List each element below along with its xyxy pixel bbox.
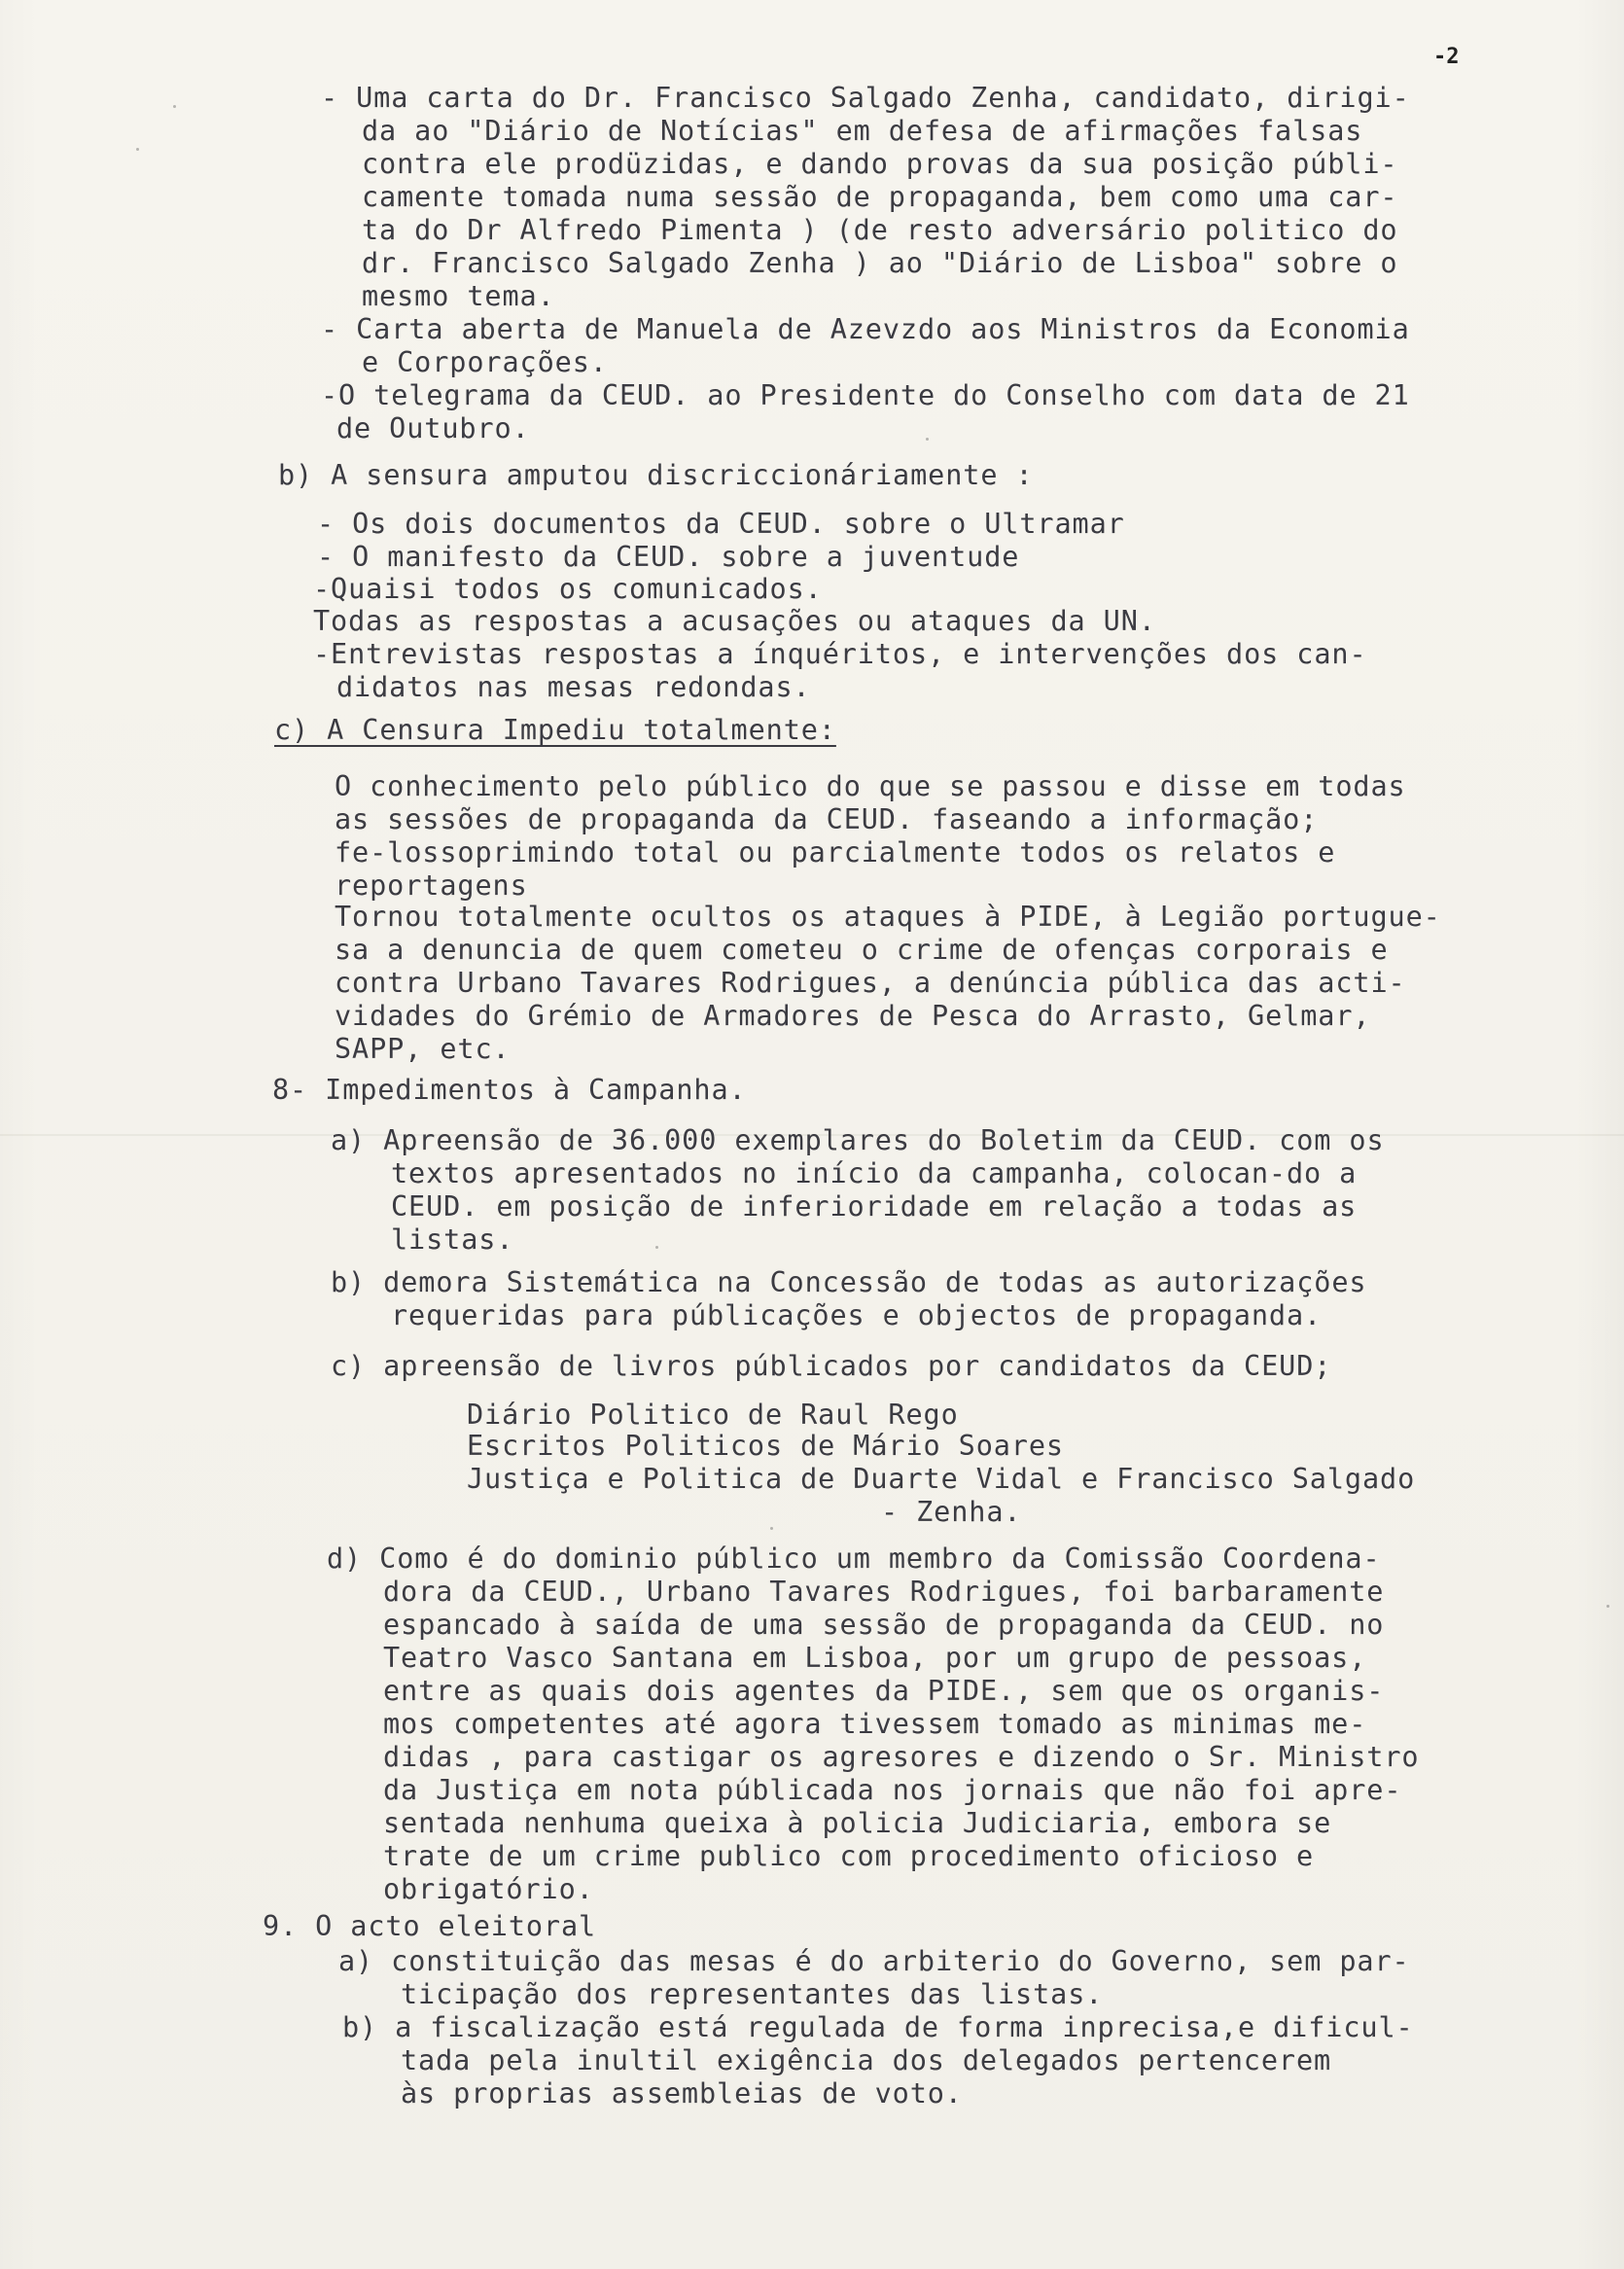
text-line: ta do Dr Alfredo Pimenta ) (de resto adversário politico do [362, 214, 1398, 246]
text-line: Teatro Vasco Santana em Lisboa, por um grupo de pessoas, [383, 1642, 1367, 1674]
text-line: didas , para castigar os agresores e dizendo o Sr. Ministro [383, 1741, 1420, 1773]
text-line: listas. [391, 1223, 514, 1256]
text-line: obrigatório. [383, 1873, 594, 1905]
text-line: SAPP, etc. [335, 1033, 511, 1065]
text-line: mesmo tema. [362, 280, 555, 312]
text-line: da ao "Diário de Notícias" em defesa de afirmações falsas [362, 115, 1363, 147]
text-line: a) constituição das mesas é do arbiterio do Governo, sem par- [338, 1945, 1410, 1977]
text-line: -Entrevistas respostas a ínquéritos, e intervenções dos can- [313, 638, 1367, 670]
text-line: requeridas para públicações e objectos de propaganda. [391, 1299, 1323, 1331]
section-heading: 8- Impedimentos à Campanha. [272, 1074, 747, 1106]
text-line: e Corporações. [362, 346, 608, 378]
text-line: didatos nas mesas redondas. [336, 671, 811, 703]
text-line: da Justiça em nota públicada nos jornais que não foi apre- [383, 1774, 1402, 1806]
text-line: sentada nenhuma queixa à policia Judiciaria, embora se [383, 1807, 1332, 1839]
text-line: - Carta aberta de Manuela de Azevzdo aos Ministros da Economia [321, 313, 1410, 345]
book-title: Diário Politico de Raul Rego [467, 1399, 959, 1431]
text-line: d) Como é do dominio público um membro da Comissão Coordena- [327, 1542, 1381, 1575]
text-line: entre as quais dois agentes da PIDE., sem que os organis- [383, 1675, 1385, 1707]
paper-speck [926, 438, 929, 441]
section-heading: c) A Censura Impediu totalmente: [274, 714, 836, 746]
text-line: fe-lossoprimindo total ou parcialmente todos os relatos e [335, 836, 1336, 869]
text-line: vidades do Grémio de Armadores de Pesca do Arrasto, Gelmar, [335, 1000, 1371, 1032]
section-heading: b) A sensura amputou discriccionáriamente : [278, 459, 1034, 491]
book-title: Escritos Politicos de Mário Soares [467, 1430, 1064, 1462]
text-line: às proprias assembleias de voto. [401, 2077, 963, 2109]
text-line: mos competentes até agora tivessem tomado as minimas me- [383, 1708, 1367, 1740]
text-line: b) demora Sistemática na Concessão de todas as autorizações [331, 1266, 1367, 1298]
text-line: tada pela inultil exigência dos delegados pertencerem [401, 2044, 1332, 2076]
paper-speck [173, 105, 176, 108]
text-line: contra Urbano Tavares Rodrigues, a denúncia pública das acti- [335, 967, 1406, 999]
paper-speck [770, 1527, 773, 1530]
text-line: espancado à saída de uma sessão de propaganda da CEUD. no [383, 1609, 1385, 1641]
book-title: Justiça e Politica de Duarte Vidal e Francisco Salgado [467, 1463, 1416, 1495]
book-title: - Zenha. [881, 1496, 1022, 1528]
text-line: -Quaisi todos os comunicados. [313, 573, 823, 605]
text-line: de Outubro. [336, 412, 530, 444]
text-line: - Os dois documentos da CEUD. sobre o Ultramar [317, 508, 1125, 540]
text-line: reportagens [335, 869, 528, 902]
paper-speck [1606, 1605, 1609, 1608]
text-line: Tornou totalmente ocultos os ataques à PIDE, à Legião portugue- [335, 901, 1441, 933]
text-line: sa a denuncia de quem cometeu o crime de ofenças corporais e [335, 934, 1389, 966]
text-line: dora da CEUD., Urbano Tavares Rodrigues, foi barbaramente [383, 1576, 1385, 1608]
paper-speck [655, 1246, 658, 1249]
text-line: ticipação dos representantes das listas. [401, 1978, 1104, 2010]
paper-speck [136, 148, 139, 151]
text-line: CEUD. em posição de inferioridade em relação a todas as [391, 1190, 1358, 1223]
text-line: textos apresentados no início da campanha, colocan-do a [391, 1157, 1358, 1189]
text-line: a) Apreensão de 36.000 exemplares do Boletim da CEUD. com os [331, 1124, 1385, 1156]
text-line: Todas as respostas a acusações ou ataques da UN. [313, 605, 1156, 637]
text-line: - Uma carta do Dr. Francisco Salgado Zenha, candidato, dirigi- [321, 82, 1410, 114]
text-line: O conhecimento pelo público do que se passou e disse em todas [335, 770, 1406, 802]
text-line: dr. Francisco Salgado Zenha ) ao "Diário de Lisboa" sobre o [362, 247, 1398, 279]
text-line: trate de um crime publico com procedimento oficioso e [383, 1840, 1315, 1872]
text-line: c) apreensão de livros públicados por candidatos da CEUD; [331, 1350, 1332, 1382]
text-line: - O manifesto da CEUD. sobre a juventude [317, 541, 1020, 573]
text-line: camente tomada numa sessão de propaganda, bem como uma car- [362, 181, 1398, 213]
text-line: as sessões de propaganda da CEUD. faseando a informação; [335, 803, 1319, 835]
text-line: -O telegrama da CEUD. ao Presidente do Conselho com data de 21 [321, 379, 1410, 411]
section-heading: 9. O acto eleitoral [263, 1910, 597, 1942]
text-line: contra ele prodüzidas, e dando provas da sua posição públi- [362, 148, 1398, 180]
text-line: b) a fiscalização está regulada de forma inprecisa,e dificul- [342, 2011, 1414, 2043]
page-number: -2 [1433, 45, 1460, 69]
